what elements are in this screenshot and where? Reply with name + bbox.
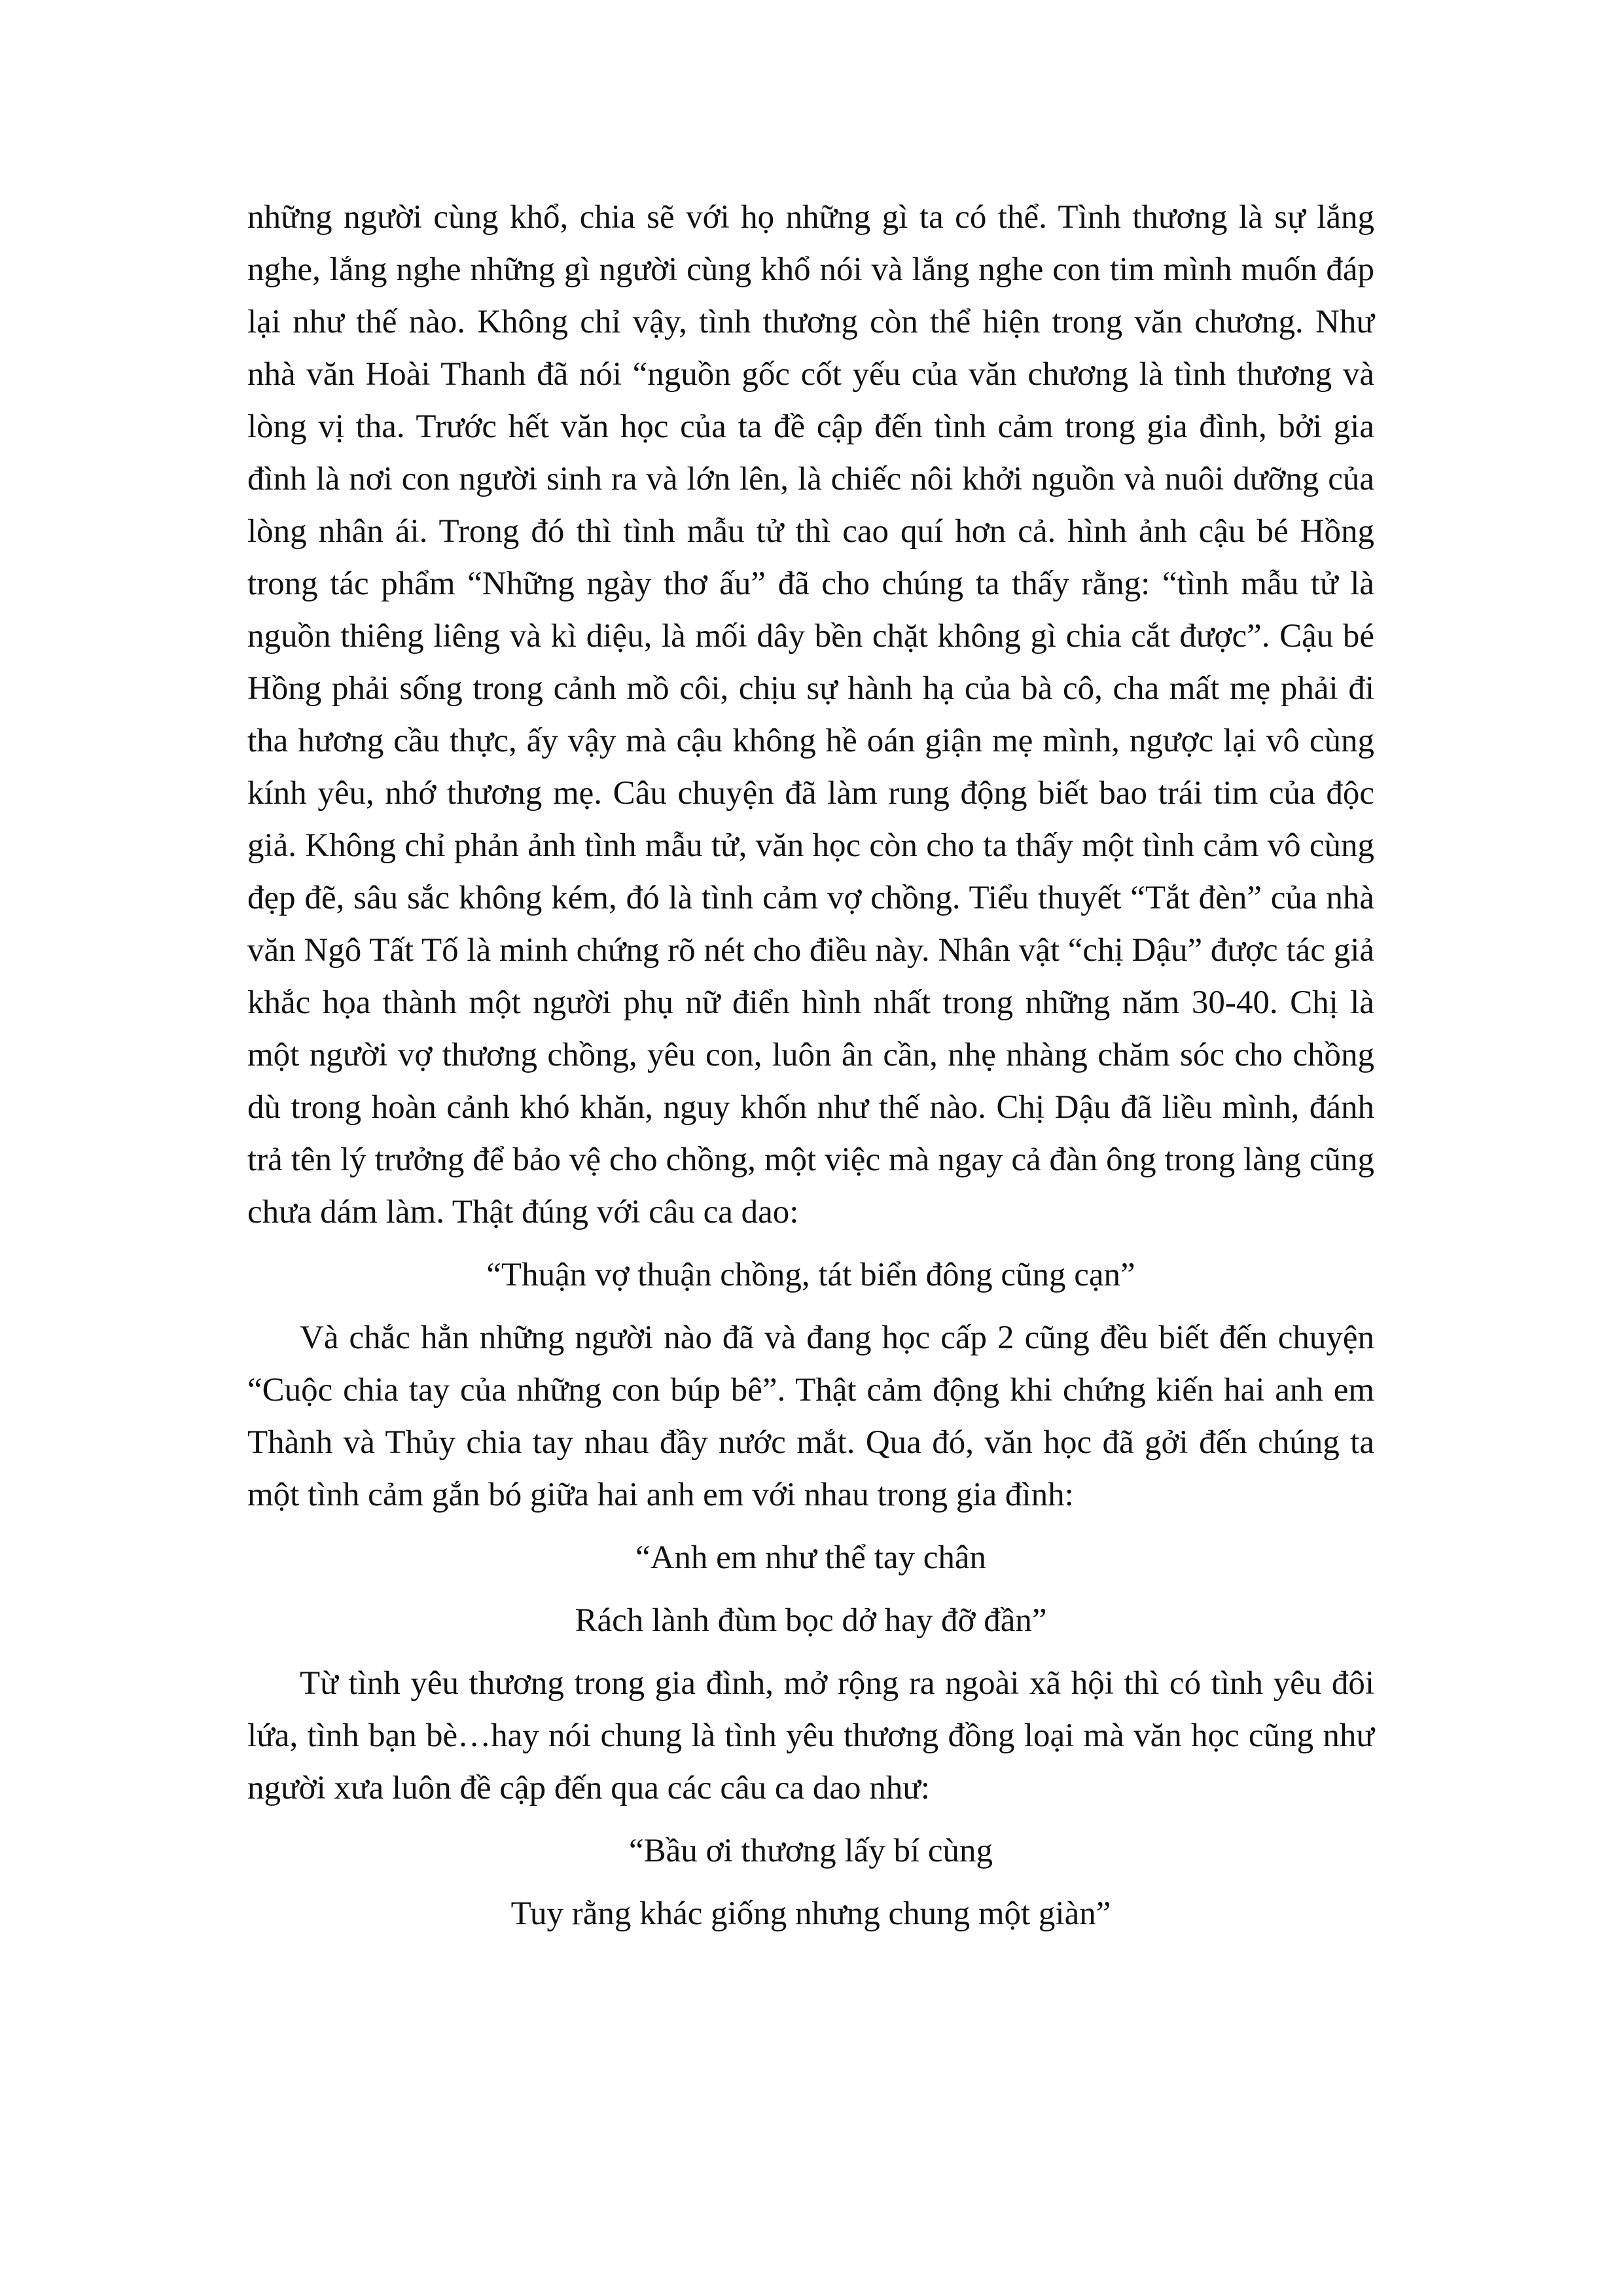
- paragraph-2: Và chắc hẳn những người nào đã và đang học cấp 2 cũng đều biết đến chuyện “Cuộc chia tay của những con búp bê”. Thật cảm động khi chứng kiến hai anh em Thành và Thủy chia tay nhau đầy nước mắt. Qua đó, văn học đã gởi đến chúng ta một tình cảm gắn bó giữa hai anh em với nhau trong gia đình:: [247, 1319, 1374, 1513]
- paragraph-3: Từ tình yêu thương trong gia đình, mở rộng ra ngoài xã hội thì có tình yêu đôi lứa, tình bạn bè…hay nói chung là tình yêu thương đồng loại mà văn học cũng như người xưa luôn đề cập đến qua các câu ca dao như:: [247, 1665, 1374, 1806]
- quote-3-line-2: Tuy rằng khác giống nhưng chung một giàn”: [510, 1895, 1111, 1932]
- quote-2-line-1: “Anh em như thể tay chân: [635, 1539, 987, 1576]
- document-body: [247, 191, 1374, 1940]
- paragraph-1: những người cùng khổ, chia sẽ với họ những gì ta có thể. Tình thương là sự lắng nghe, lắng nghe những gì người cùng khổ nói và lắng nghe con tim mình muốn đáp lại như thế nào. Không chỉ vậy, tình thương còn thể hiện trong văn chương. Như nhà văn Hoài Thanh đã nói “nguồn gốc cốt yếu của văn chương là tình thương và lòng vị tha. Trước hết văn học của ta đề cập đến tình cảm trong gia đình, bởi gia đình là nơi con người sinh ra và lớn lên, là chiếc nôi khởi nguồn và nuôi dưỡng của lòng nhân ái. Trong đó thì tình mẫu tử thì cao quí hơn cả. hình ảnh cậu bé Hồng trong tác phẩm “Những ngày thơ ấu” đã cho chúng ta thấy rằng: “tình mẫu tử là nguồn thiêng liêng và kì diệu, là mối dây bền chặt không gì chia cắt được”. Cậu bé Hồng phải sống trong cảnh mồ côi, chịu sự hành hạ của bà cô, cha mất mẹ phải đi tha hương cầu thực, ấy vậy mà cậu không hề oán giận mẹ mình, ngược lại vô cùng kính yêu, nhớ thương mẹ. Câu chuyện đã làm rung động biết bao trái tim của độc giả. Không chỉ phản ảnh tình mẫu tử, văn học còn cho ta thấy một tình cảm vô cùng đẹp đẽ, sâu sắc không kém, đó là tình cảm vợ chồng. Tiểu thuyết “Tắt đèn” của nhà văn Ngô Tất Tố là minh chứng rõ nét cho điều này. Nhân vật “chị Dậu” được tác giả khắc họa thành một người phụ nữ điển hình nhất trong những năm 30-40. Chị là một người vợ thương chồng, yêu con, luôn ân cần, nhẹ nhàng chăm sóc cho chồng dù trong hoàn cảnh khó khăn, nguy khốn như thế nào. Chị Dậu đã liều mình, đánh trả tên lý trưởng để bảo vệ cho chồng, một việc mà ngay cả đàn ông trong làng cũng chưa dám làm. Thật đúng với câu ca dao:: [247, 199, 1374, 1230]
- quote-2-line-2: Rách lành đùm bọc dở hay đỡ đần”: [575, 1602, 1047, 1639]
- quote-1: “Thuận vợ thuận chồng, tát biển đông cũng cạn”: [486, 1257, 1135, 1293]
- quote-3-line-1: “Bầu ơi thương lấy bí cùng: [628, 1833, 993, 1869]
